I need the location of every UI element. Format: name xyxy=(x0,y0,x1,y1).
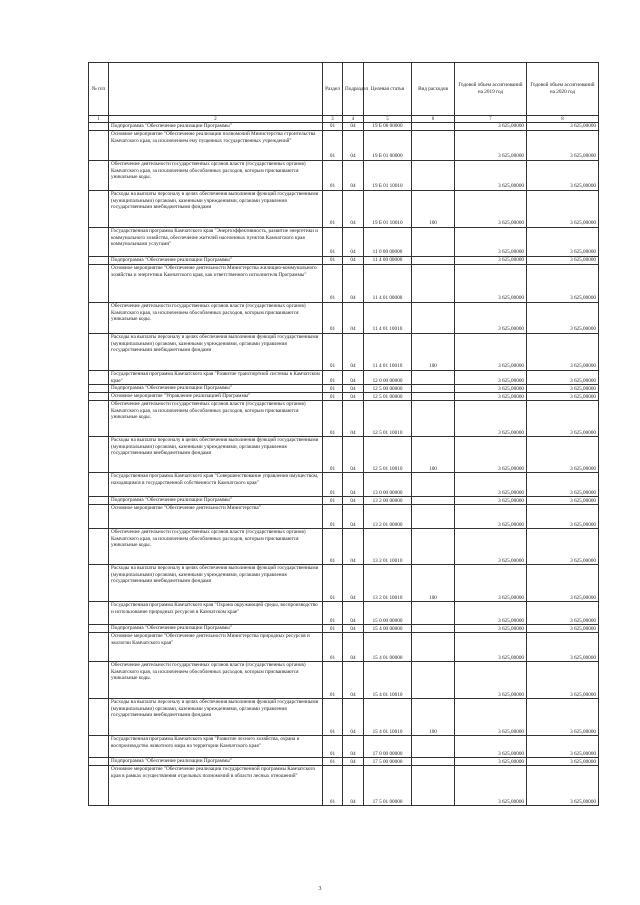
cell-year-2020: 3 625,00000 xyxy=(527,401,599,437)
cell-podrazdel: 04 xyxy=(343,437,364,473)
cell-expense-type xyxy=(412,228,455,257)
cell-podrazdel: 04 xyxy=(343,371,364,385)
cell-razdel: 01 xyxy=(323,473,343,497)
cell-expense-type xyxy=(412,401,455,437)
table-row xyxy=(89,228,599,257)
cell-razdel: 01 xyxy=(323,497,343,505)
cell-year-2020: 3 625,00000 xyxy=(527,385,599,393)
cell-num xyxy=(89,131,109,161)
cell-year-2020: 3 625,00000 xyxy=(527,633,599,662)
cell-expense-type xyxy=(412,265,455,303)
table-row xyxy=(89,633,599,662)
cell-razdel: 01 xyxy=(323,265,343,303)
cell-year-2020: 3 625,00000 xyxy=(527,228,599,257)
cell-target-article: 17 5 00 00000 xyxy=(364,758,412,766)
cell-year-2019: 3 625,00000 xyxy=(455,565,527,602)
cell-razdel: 01 xyxy=(323,131,343,161)
cell-target-article: 13 2 01 10010 xyxy=(364,565,412,602)
cell-expense-type xyxy=(412,257,455,265)
cell-num xyxy=(89,257,109,265)
cell-year-2020: 3 625,00000 xyxy=(527,265,599,303)
cell-target-article: 11 0 00 00000 xyxy=(364,228,412,257)
budget-table-sheet xyxy=(88,62,598,806)
cell-expense-type xyxy=(412,497,455,505)
cell-target-article: 11 4 01 00000 xyxy=(364,265,412,303)
cell-year-2019: 3 625,00000 xyxy=(455,505,527,529)
cell-target-article: 12 0 00 00000 xyxy=(364,371,412,385)
cell-name: Государственная программа Камчатского края "Охрана окружающей среды, воспроизводство и использование природных ресурсов в Камчатском крае" xyxy=(109,602,323,625)
cell-name: Основное мероприятие "Обеспечение реализации полномочий Министерства строительства Камчатского края, за исключением ему пущенных государственных учреждений" xyxy=(109,131,323,161)
cell-podrazdel: 04 xyxy=(343,505,364,529)
cell-name: Расходы на выплаты персоналу в целях обеспечения выполнения функций государственными (муниципальными) органами, казенными учреждениями, органами управления государственными внебюджетными фондами xyxy=(109,565,323,602)
cell-podrazdel: 04 xyxy=(343,303,364,334)
table-row xyxy=(89,565,599,602)
cell-razdel: 01 xyxy=(323,699,343,736)
table-row xyxy=(89,131,599,161)
cell-num xyxy=(89,401,109,437)
cell-num xyxy=(89,371,109,385)
cell-podrazdel: 04 xyxy=(343,633,364,662)
cell-target-article: 15 0 00 00000 xyxy=(364,602,412,625)
cell-razdel: 01 xyxy=(323,228,343,257)
cell-podrazdel: 04 xyxy=(343,123,364,131)
index-cell: 5 xyxy=(364,116,412,123)
cell-name: Обеспечение деятельности государственных органов власти (государственных органов) Камчатского края, за исключением обособленных расходов, которым присваиваются уникальные коды. xyxy=(109,303,323,334)
cell-year-2020: 3 625,00000 xyxy=(527,303,599,334)
cell-podrazdel: 04 xyxy=(343,385,364,393)
table-row xyxy=(89,505,599,529)
table-row xyxy=(89,265,599,303)
cell-target-article: 15 4 00 00000 xyxy=(364,625,412,633)
cell-num xyxy=(89,473,109,497)
cell-expense-type xyxy=(412,633,455,662)
cell-expense-type xyxy=(412,385,455,393)
cell-name: Основное мероприятие "Обеспечение реализации государственной программы Камчатского края в рамках осуществления отдельных полномочий в области лесных отношений" xyxy=(109,766,323,806)
cell-num xyxy=(89,736,109,758)
cell-year-2020: 3 625,00000 xyxy=(527,161,599,191)
cell-expense-type: 100 xyxy=(412,191,455,228)
cell-year-2019: 3 625,00000 xyxy=(455,123,527,131)
cell-name: Подпрограмма "Обеспечение реализации Программы" xyxy=(109,385,323,393)
cell-target-article: 19 Б 01 10010 xyxy=(364,161,412,191)
cell-razdel: 01 xyxy=(323,565,343,602)
cell-expense-type xyxy=(412,625,455,633)
cell-year-2020: 3 625,00000 xyxy=(527,565,599,602)
cell-name: Расходы на выплаты персоналу в целях обеспечения выполнения функций государственными (муниципальными) органами, казенными учреждениями, органами управления государственными внебюджетными фондами xyxy=(109,699,323,736)
cell-num xyxy=(89,505,109,529)
cell-name: Подпрограмма "Обеспечение реализации Программы" xyxy=(109,123,323,131)
cell-razdel: 01 xyxy=(323,257,343,265)
cell-target-article: 11 4 01 10010 xyxy=(364,303,412,334)
cell-podrazdel: 04 xyxy=(343,662,364,699)
cell-year-2019: 3 625,00000 xyxy=(455,602,527,625)
table-row xyxy=(89,497,599,505)
cell-name: Подпрограмма "Обеспечение реализации Программы" xyxy=(109,625,323,633)
cell-target-article: 13 2 01 10010 xyxy=(364,529,412,565)
cell-expense-type xyxy=(412,529,455,565)
table-row xyxy=(89,758,599,766)
cell-year-2020: 3 625,00000 xyxy=(527,257,599,265)
cell-year-2019: 3 625,00000 xyxy=(455,257,527,265)
header-row xyxy=(89,63,599,116)
cell-name: Обеспечение деятельности государственных органов власти (государственных органов) Камчатского края, за исключением обособленных расходов, которым присваиваются уникальные коды. xyxy=(109,529,323,565)
cell-name: Подпрограмма "Обеспечение реализации Программы" xyxy=(109,257,323,265)
cell-expense-type: 100 xyxy=(412,565,455,602)
cell-target-article: 19 Б 01 00000 xyxy=(364,131,412,161)
cell-num xyxy=(89,265,109,303)
cell-expense-type xyxy=(412,123,455,131)
index-row xyxy=(89,116,599,123)
cell-num xyxy=(89,191,109,228)
table-row xyxy=(89,699,599,736)
cell-expense-type xyxy=(412,371,455,385)
cell-razdel: 01 xyxy=(323,505,343,529)
cell-razdel: 01 xyxy=(323,191,343,228)
cell-year-2019: 3 625,00000 xyxy=(455,265,527,303)
cell-num xyxy=(89,529,109,565)
table-row xyxy=(89,161,599,191)
cell-expense-type xyxy=(412,505,455,529)
cell-year-2019: 3 625,00000 xyxy=(455,303,527,334)
cell-year-2020: 3 625,00000 xyxy=(527,393,599,401)
table-row xyxy=(89,334,599,371)
cell-podrazdel: 04 xyxy=(343,401,364,437)
cell-razdel: 01 xyxy=(323,303,343,334)
cell-target-article: 12 5 01 00000 xyxy=(364,393,412,401)
cell-target-article: 15 4 01 10010 xyxy=(364,662,412,699)
cell-target-article: 12 5 01 10010 xyxy=(364,401,412,437)
table-row xyxy=(89,191,599,228)
cell-num xyxy=(89,393,109,401)
cell-podrazdel: 04 xyxy=(343,473,364,497)
cell-expense-type xyxy=(412,131,455,161)
cell-razdel: 01 xyxy=(323,758,343,766)
cell-year-2020: 3 625,00000 xyxy=(527,334,599,371)
cell-podrazdel: 04 xyxy=(343,257,364,265)
table-row xyxy=(89,393,599,401)
header-razdel: Раздел xyxy=(323,63,343,116)
header-year-2019: Годовой объем ассигнований на 2019 год xyxy=(455,63,527,116)
cell-year-2020: 3 625,00000 xyxy=(527,191,599,228)
cell-podrazdel: 04 xyxy=(343,699,364,736)
cell-year-2019: 3 625,00000 xyxy=(455,758,527,766)
cell-expense-type: 100 xyxy=(412,437,455,473)
cell-name: Обеспечение деятельности государственных органов власти (государственных органов) Камчатского края, за исключением обособленных расходов, которым присваиваются уникальные коды. xyxy=(109,662,323,699)
cell-target-article: 19 Б 01 10010 xyxy=(364,191,412,228)
cell-podrazdel: 04 xyxy=(343,228,364,257)
cell-name: Расходы на выплаты персоналу в целях обеспечения выполнения функций государственными (муниципальными) органами, казенными учреждениями, органами управления государственными внебюджетными фондами xyxy=(109,334,323,371)
cell-podrazdel: 04 xyxy=(343,736,364,758)
table-row xyxy=(89,385,599,393)
cell-year-2019: 3 625,00000 xyxy=(455,191,527,228)
table-body xyxy=(89,123,599,806)
cell-target-article: 13 2 00 00000 xyxy=(364,497,412,505)
cell-year-2019: 3 625,00000 xyxy=(455,497,527,505)
cell-year-2020: 3 625,00000 xyxy=(527,736,599,758)
cell-year-2020: 3 625,00000 xyxy=(527,602,599,625)
cell-razdel: 01 xyxy=(323,529,343,565)
cell-year-2019: 3 625,00000 xyxy=(455,633,527,662)
cell-name: Государственная программа Камчатского края "Совершенствование управления имуществом, находящимся в государственной собственности Камчатского края" xyxy=(109,473,323,497)
cell-podrazdel: 04 xyxy=(343,334,364,371)
cell-year-2020: 3 625,00000 xyxy=(527,131,599,161)
cell-year-2020: 3 625,00000 xyxy=(527,758,599,766)
cell-name: Государственная программа Камчатского края "Развитие лесного хозяйства, охрана и воспроизводство животного мира на территории Камчатского края" xyxy=(109,736,323,758)
cell-name: Обеспечение деятельности государственных органов власти (государственных органов) Камчатского края, за исключением обособленных расходов, которым присваиваются уникальные коды. xyxy=(109,401,323,437)
cell-podrazdel: 04 xyxy=(343,758,364,766)
cell-razdel: 01 xyxy=(323,662,343,699)
cell-expense-type xyxy=(412,473,455,497)
table-row xyxy=(89,437,599,473)
table-row xyxy=(89,602,599,625)
cell-num xyxy=(89,228,109,257)
header-podrazdel: Подраздел xyxy=(343,63,364,116)
cell-name: Расходы на выплаты персоналу в целях обеспечения выполнения функций государственными (муниципальными) органами, казенными учреждениями, органами управления государственными внебюджетными фондами xyxy=(109,191,323,228)
cell-target-article: 12 5 01 10010 xyxy=(364,437,412,473)
cell-num xyxy=(89,123,109,131)
cell-year-2019: 3 625,00000 xyxy=(455,736,527,758)
cell-num xyxy=(89,602,109,625)
cell-year-2020: 3 625,00000 xyxy=(527,437,599,473)
header-num: № п/п xyxy=(89,63,109,116)
table-row xyxy=(89,473,599,497)
table-row xyxy=(89,529,599,565)
cell-podrazdel: 04 xyxy=(343,265,364,303)
table-row xyxy=(89,662,599,699)
cell-year-2019: 3 625,00000 xyxy=(455,625,527,633)
cell-name: Основное мероприятие "Управление реализацией Программы" xyxy=(109,393,323,401)
cell-name: Подпрограмма "Обеспечение реализации Программы" xyxy=(109,497,323,505)
cell-year-2019: 3 625,00000 xyxy=(455,393,527,401)
cell-target-article: 17 0 00 00000 xyxy=(364,736,412,758)
index-cell: 2 xyxy=(109,116,323,123)
table-row xyxy=(89,625,599,633)
budget-table xyxy=(88,62,599,806)
cell-year-2019: 3 625,00000 xyxy=(455,529,527,565)
cell-year-2019: 3 625,00000 xyxy=(455,371,527,385)
cell-target-article: 12 5 00 00000 xyxy=(364,385,412,393)
cell-razdel: 01 xyxy=(323,401,343,437)
cell-expense-type xyxy=(412,161,455,191)
cell-razdel: 01 xyxy=(323,385,343,393)
cell-expense-type xyxy=(412,602,455,625)
cell-razdel: 01 xyxy=(323,123,343,131)
cell-year-2020: 3 625,00000 xyxy=(527,497,599,505)
cell-podrazdel: 04 xyxy=(343,393,364,401)
table-row xyxy=(89,371,599,385)
table-row xyxy=(89,303,599,334)
cell-razdel: 01 xyxy=(323,766,343,806)
cell-year-2019: 3 625,00000 xyxy=(455,228,527,257)
cell-podrazdel: 04 xyxy=(343,131,364,161)
index-cell: 7 xyxy=(455,116,527,123)
cell-name: Государственная программа Камчатского края "Энергоэффективность, развитие энергетики и коммунального хозяйства, обеспечение жителей населенных пунктов Камчатского края коммунальными услугами" xyxy=(109,228,323,257)
cell-razdel: 01 xyxy=(323,633,343,662)
header-name xyxy=(109,63,323,116)
table-row xyxy=(89,123,599,131)
cell-name: Основное мероприятие "Обеспечение деятельности Министерства жилищно-коммунального хозяйства и энергетики Камчатского края, как ответственного исполнителя Программы" xyxy=(109,265,323,303)
cell-razdel: 01 xyxy=(323,334,343,371)
cell-expense-type xyxy=(412,393,455,401)
index-cell: 4 xyxy=(343,116,364,123)
cell-podrazdel: 04 xyxy=(343,625,364,633)
header-expense-type: Вид расходов xyxy=(412,63,455,116)
page-number: 3 xyxy=(318,886,322,892)
cell-razdel: 01 xyxy=(323,437,343,473)
cell-num xyxy=(89,699,109,736)
cell-num xyxy=(89,766,109,806)
cell-target-article: 13 0 00 00000 xyxy=(364,473,412,497)
cell-target-article: 15 4 01 10010 xyxy=(364,699,412,736)
cell-name: Расходы на выплаты персоналу в целях обеспечения выполнения функций государственными (муниципальными) органами, казенными учреждениями, органами управления государственными внебюджетными фондами xyxy=(109,437,323,473)
cell-year-2019: 3 625,00000 xyxy=(455,385,527,393)
cell-razdel: 01 xyxy=(323,371,343,385)
cell-year-2019: 3 625,00000 xyxy=(455,401,527,437)
index-cell: 3 xyxy=(323,116,343,123)
index-cell: 6 xyxy=(412,116,455,123)
cell-expense-type xyxy=(412,766,455,806)
cell-num xyxy=(89,385,109,393)
cell-num xyxy=(89,758,109,766)
cell-year-2020: 3 625,00000 xyxy=(527,371,599,385)
cell-year-2019: 3 625,00000 xyxy=(455,334,527,371)
cell-podrazdel: 04 xyxy=(343,497,364,505)
cell-podrazdel: 04 xyxy=(343,766,364,806)
cell-expense-type: 100 xyxy=(412,334,455,371)
cell-year-2019: 3 625,00000 xyxy=(455,437,527,473)
cell-target-article: 19 Б 00 00000 xyxy=(364,123,412,131)
table-row xyxy=(89,401,599,437)
cell-num xyxy=(89,662,109,699)
cell-name: Государственная программа Камчатского края "Развитие транспортной системы в Камчатском крае" xyxy=(109,371,323,385)
cell-razdel: 01 xyxy=(323,625,343,633)
cell-razdel: 01 xyxy=(323,736,343,758)
cell-expense-type xyxy=(412,758,455,766)
cell-year-2020: 3 625,00000 xyxy=(527,123,599,131)
cell-podrazdel: 04 xyxy=(343,161,364,191)
cell-year-2019: 3 625,00000 xyxy=(455,662,527,699)
cell-year-2020: 3 625,00000 xyxy=(527,625,599,633)
cell-year-2019: 3 625,00000 xyxy=(455,131,527,161)
cell-razdel: 01 xyxy=(323,602,343,625)
cell-expense-type: 100 xyxy=(412,699,455,736)
cell-year-2019: 3 625,00000 xyxy=(455,766,527,806)
cell-expense-type xyxy=(412,662,455,699)
cell-year-2020: 3 625,00000 xyxy=(527,766,599,806)
cell-target-article: 11 4 01 10010 xyxy=(364,334,412,371)
cell-razdel: 01 xyxy=(323,161,343,191)
table-row xyxy=(89,766,599,806)
cell-year-2019: 3 625,00000 xyxy=(455,473,527,497)
cell-num xyxy=(89,161,109,191)
cell-num xyxy=(89,334,109,371)
cell-podrazdel: 04 xyxy=(343,565,364,602)
table-row xyxy=(89,257,599,265)
cell-name: Обеспечение деятельности государственных органов власти (государственных органов) Камчатского края, за исключением обособленных расходов, которым присваиваются уникальные коды. xyxy=(109,161,323,191)
cell-name: Основное мероприятие "Обеспечение деятельности Министерства природных ресурсов и экологии Камчатского края" xyxy=(109,633,323,662)
cell-year-2020: 3 625,00000 xyxy=(527,529,599,565)
cell-target-article: 11 4 00 00000 xyxy=(364,257,412,265)
header-year-2020: Годовой объем ассигнований на 2020 год xyxy=(527,63,599,116)
cell-year-2019: 3 625,00000 xyxy=(455,699,527,736)
index-cell: 8 xyxy=(527,116,599,123)
cell-num xyxy=(89,625,109,633)
cell-name: Подпрограмма "Обеспечение реализации Программы" xyxy=(109,758,323,766)
cell-year-2020: 3 625,00000 xyxy=(527,699,599,736)
cell-name: Основное мероприятие "Обеспечение деятельности Министерства" xyxy=(109,505,323,529)
cell-target-article: 13 2 01 00000 xyxy=(364,505,412,529)
cell-num xyxy=(89,633,109,662)
cell-num xyxy=(89,437,109,473)
index-cell: 1 xyxy=(89,116,109,123)
cell-year-2020: 3 625,00000 xyxy=(527,473,599,497)
cell-target-article: 17 5 01 00000 xyxy=(364,766,412,806)
cell-year-2019: 3 625,00000 xyxy=(455,161,527,191)
cell-year-2020: 3 625,00000 xyxy=(527,662,599,699)
cell-razdel: 01 xyxy=(323,393,343,401)
cell-podrazdel: 04 xyxy=(343,529,364,565)
cell-num xyxy=(89,497,109,505)
cell-podrazdel: 04 xyxy=(343,191,364,228)
cell-target-article: 15 4 01 00000 xyxy=(364,633,412,662)
cell-expense-type xyxy=(412,303,455,334)
cell-num xyxy=(89,303,109,334)
cell-num xyxy=(89,565,109,602)
cell-expense-type xyxy=(412,736,455,758)
cell-podrazdel: 04 xyxy=(343,602,364,625)
table-row xyxy=(89,736,599,758)
cell-year-2020: 3 625,00000 xyxy=(527,505,599,529)
header-target-article: Целевая статья xyxy=(364,63,412,116)
